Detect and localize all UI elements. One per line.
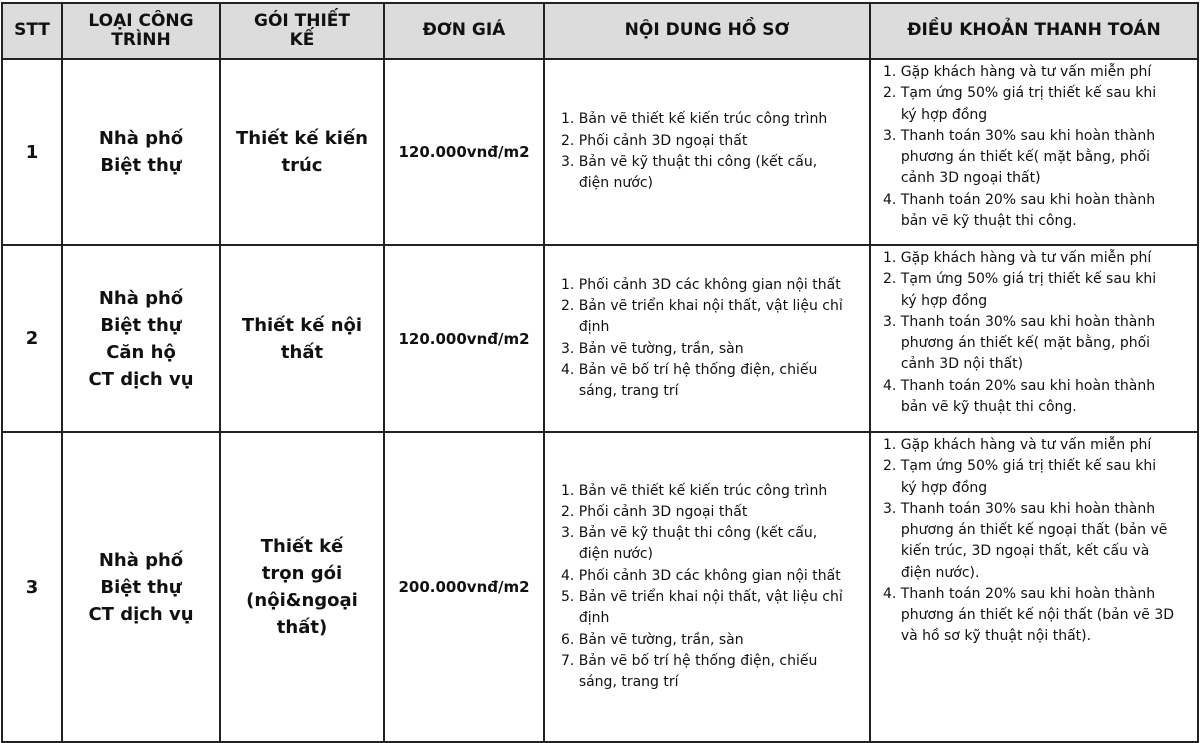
payment-item: 1. Gặp khách hàng và tư vấn miễn phí [883,437,1152,453]
content-item: 4. Phối cảnh 3D các không gian nội thất [561,567,841,584]
type-line: Biệt thự [100,576,182,598]
payment-item: 1. Gặp khách hàng và tư vấn miễn phí [883,64,1152,80]
table-row [2,432,1198,742]
content-item: 1. Bản vẽ thiết kế kiến trúc công trình [561,482,828,499]
row-dossier-content [544,432,870,742]
package-line: Thiết kế nội [241,314,363,336]
type-line: Biệt thự [100,314,182,336]
header-unit-price: ĐƠN GIÁ [384,3,544,59]
content-item: 6. Bản vẽ tường, trần, sàn [561,631,744,648]
header-row [2,3,1198,59]
table-row [2,245,1198,432]
row-construction-type [62,59,220,245]
payment-item: 2. Tạm ứng 50% giá trị thiết kế sau khi ký hợp đồng [883,271,1157,309]
header-construction-type: LOẠI CÔNG TRÌNH [62,3,220,59]
type-line: Biệt thự [100,155,182,176]
row-unit-price: 200.000vnđ/m2 [384,432,544,742]
content-item: 3. Bản vẽ tường, trần, sàn [561,340,744,357]
package-line: Thiết kế kiến [236,128,368,149]
type-line: Nhà phố [98,287,184,309]
payment-item: 3. Thanh toán 30% sau khi hoàn thành phương án thiết kế ngoại thất (bản vẽ kiến trúc, 3D ngoại thất, kết cấu và điện nước). [883,500,1168,581]
content-item: 3. Bản vẽ kỹ thuật thi công (kết cấu, điện nước) [561,154,818,192]
payment-item: 2. Tạm ứng 50% giá trị thiết kế sau khi ký hợp đồng [883,458,1157,496]
row-payment-terms [870,245,1198,432]
package-line: trúc [281,155,323,176]
content-item: 3. Bản vẽ kỹ thuật thi công (kết cấu, điện nước) [561,525,818,563]
content-item: 2. Phối cảnh 3D ngoại thất [561,132,748,149]
table-row [2,59,1198,245]
row-design-package [220,59,384,245]
row-stt: 3 [2,432,62,742]
row-dossier-content [544,59,870,245]
content-item: 4. Bản vẽ bố trí hệ thống điện, chiếu sáng, trang trí [561,361,818,400]
payment-item: 4. Thanh toán 20% sau khi hoàn thành bản vẽ kỹ thuật thi công. [883,377,1156,415]
package-line: Thiết kế [260,536,344,557]
payment-item: 2. Tạm ứng 50% giá trị thiết kế sau khi ký hợp đồng [883,85,1157,123]
type-line: CT dịch vụ [88,603,194,625]
type-line: Nhà phố [98,549,184,571]
row-construction-type [62,245,220,432]
type-line: CT dịch vụ [88,368,194,390]
type-line: Nhà phố [98,128,184,149]
content-item: 1. Bản vẽ thiết kế kiến trúc công trình [561,111,828,128]
payment-item: 1. Gặp khách hàng và tư vấn miễn phí [883,250,1152,266]
payment-item: 4. Thanh toán 20% sau khi hoàn thành phương án thiết kế nội thất (bản vẽ 3D và hồ sơ kỹ thuật nội thất). [883,585,1175,645]
header-dossier-content: NỘI DUNG HỒ SƠ [544,3,870,59]
row-payment-terms [870,59,1198,245]
package-line: thất [280,341,324,363]
content-item: 2. Bản vẽ triển khai nội thất, vật liệu chỉ định [561,297,843,336]
package-line: (nội&ngoại thất) [246,590,358,638]
content-item: 1. Phối cảnh 3D các không gian nội thất [561,276,841,293]
row-design-package [220,245,384,432]
row-dossier-content [544,245,870,432]
header-stt: STT [2,3,62,59]
content-item: 7. Bản vẽ bố trí hệ thống điện, chiếu sáng, trang trí [561,652,818,691]
row-construction-type [62,432,220,742]
payment-item: 4. Thanh toán 20% sau khi hoàn thành bản vẽ kỹ thuật thi công. [883,191,1156,229]
package-line: trọn gói [261,563,343,584]
content-item: 2. Phối cảnh 3D ngoại thất [561,503,748,520]
row-payment-terms [870,432,1198,742]
content-item: 5. Bản vẽ triển khai nội thất, vật liệu chỉ định [561,589,843,627]
payment-item: 3. Thanh toán 30% sau khi hoàn thành phương án thiết kế( mặt bằng, phối cảnh 3D ngoại thất) [883,127,1156,187]
row-stt: 1 [2,59,62,245]
price-table [1,2,1199,743]
row-stt: 2 [2,245,62,432]
row-unit-price: 120.000vnđ/m2 [384,59,544,245]
header-design-package: GÓI THIẾT KẾ [220,3,384,59]
payment-item: 3. Thanh toán 30% sau khi hoàn thành phương án thiết kế( mặt bằng, phối cảnh 3D nội thất) [883,313,1156,373]
header-payment-terms: ĐIỀU KHOẢN THANH TOÁN [870,3,1198,59]
type-line: Căn hộ [106,341,176,363]
row-design-package [220,432,384,742]
row-unit-price: 120.000vnđ/m2 [384,245,544,432]
